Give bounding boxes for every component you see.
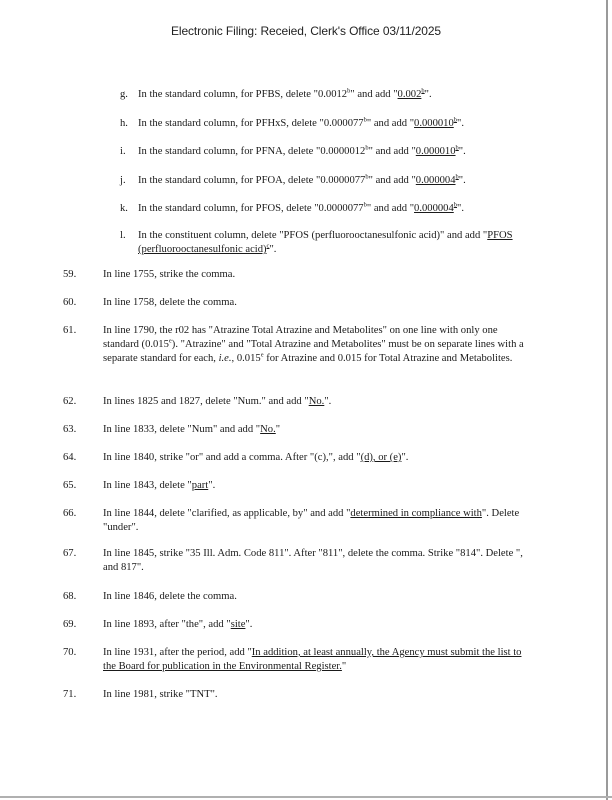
item-text: In the standard column, for PFBS, delete "0.0012$^b$" and add "0.002$^b$". <box>138 87 432 100</box>
item-label: i. <box>120 146 126 157</box>
item-number: 68. <box>63 591 77 602</box>
item-text: In line 1843, delete "part". <box>103 480 216 491</box>
item-text: In the constituent column, delete "PFOS (perfluorooctanesulfonic acid)" and add "PFOS (perfluorooctanesulfonic acid)$^c$". <box>138 230 513 255</box>
item-text: In the standard column, for PFOS, delete "0.0000077$^b$" and add "0.000004$^b$". <box>138 201 464 214</box>
page-edge-bottom <box>0 796 612 798</box>
filing-stamp: Electronic Filing: Receied, Clerk's Office 03/11/2025 <box>170 24 441 38</box>
item-number: 65. <box>63 480 77 491</box>
item-text: In line 1833, delete "Num" and add "No." <box>103 424 281 435</box>
item-number: 59. <box>63 269 77 280</box>
item-number: 63. <box>63 424 77 435</box>
item-number: 70. <box>63 647 77 658</box>
item-number: 67. <box>63 548 77 559</box>
item-number: 62. <box>63 396 77 407</box>
item-text: In the standard column, for PFNA, delete "0.0000012$^b$" and add "0.000010$^b$". <box>138 144 466 157</box>
item-label: h. <box>120 118 128 129</box>
item-number: 69. <box>63 619 77 630</box>
item-text: In line 1981, strike "TNT". <box>103 689 218 700</box>
item-label: l. <box>120 230 126 241</box>
item-number: 64. <box>63 452 77 463</box>
item-text: In line 1844, delete "clarified, as applicable, by" and add "determined in compliance with". Delete "under". <box>103 508 520 533</box>
item-text: In line 1931, after the period, add "In addition, at least annually, the Agency must submit the list to the Board for publication in the Environmental Register." <box>103 647 522 672</box>
item-number: 66. <box>63 508 77 519</box>
item-text: In line 1893, after "the", add "site". <box>103 619 253 630</box>
item-text: In line 1846, delete the comma. <box>103 591 237 602</box>
item-label: j. <box>120 175 126 186</box>
item-text: In line 1790, the r02 has "Atrazine Total Atrazine and Metabolites" on one line with only one standard (0.015e). "Atrazine" and "Total Atrazine and Metabolites" must be on separate lines with a separate standard for each, i.e., 0.015e for Atrazine and 0.015 for Total Atrazine and Metabolites. <box>103 325 524 364</box>
item-text: In line 1845, strike "35 Ill. Adm. Code 811". After "811", delete the comma. Strike "814". Delete ", and 817". <box>103 548 523 573</box>
item-label: k. <box>120 203 128 214</box>
item-text: In the standard column, for PFOA, delete "0.0000077$^b$" and add "0.000004$^b$". <box>138 173 466 186</box>
item-text: In line 1840, strike "or" and add a comma. After "(c),", add "(d), or (e)". <box>103 452 409 463</box>
item-text: In line 1758, delete the comma. <box>103 297 237 308</box>
item-number: 61. <box>63 325 77 336</box>
item-text: In the standard column, for PFHxS, delete "0.000077$^b$" and add "0.000010$^b$". <box>138 116 464 129</box>
item-text: In line 1755, strike the comma. <box>103 269 236 280</box>
item-number: 60. <box>63 297 77 308</box>
item-text: In lines 1825 and 1827, delete "Num." and add "No.". <box>103 396 332 407</box>
page-edge-right <box>606 0 608 800</box>
item-label: g. <box>120 89 128 100</box>
item-number: 71. <box>63 689 77 700</box>
